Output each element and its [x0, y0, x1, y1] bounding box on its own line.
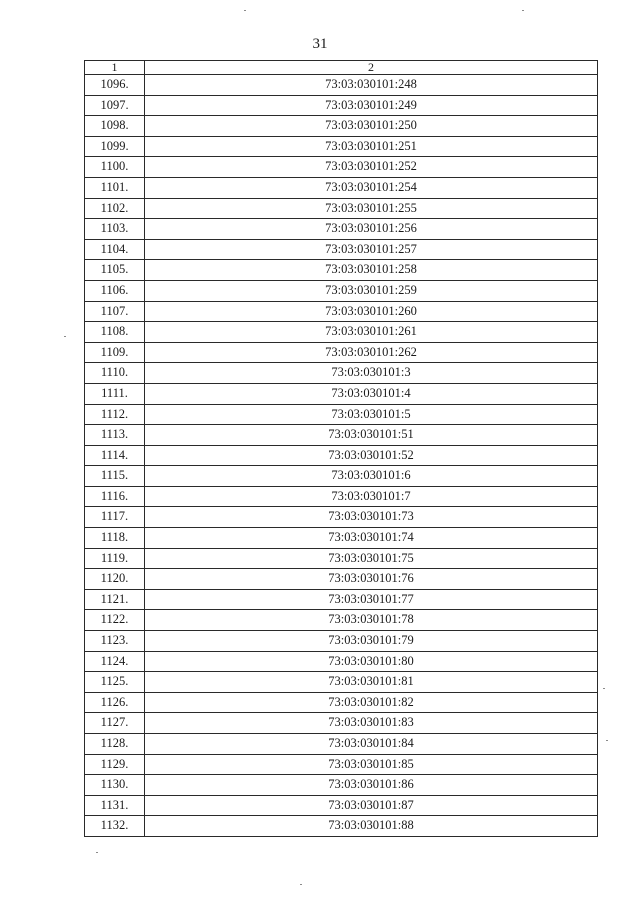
row-number-cell: 1126.	[85, 692, 145, 713]
table-row	[85, 260, 598, 281]
cadastral-number-cell: 73:03:030101:254	[145, 177, 598, 198]
row-number-cell: 1120.	[85, 569, 145, 590]
scan-speck	[603, 688, 605, 689]
table-row	[85, 548, 598, 569]
table-row	[85, 734, 598, 755]
row-number-cell: 1096.	[85, 75, 145, 96]
table-row	[85, 775, 598, 796]
scan-speck	[522, 10, 524, 11]
table-row	[85, 445, 598, 466]
cadastral-number-cell: 73:03:030101:252	[145, 157, 598, 178]
table-row	[85, 713, 598, 734]
row-number-cell: 1104.	[85, 239, 145, 260]
cadastral-number-cell: 73:03:030101:78	[145, 610, 598, 631]
cadastral-number-cell: 73:03:030101:84	[145, 734, 598, 755]
cadastral-number-cell: 73:03:030101:4	[145, 383, 598, 404]
table-body	[85, 75, 598, 837]
row-number-cell: 1116.	[85, 486, 145, 507]
row-number-cell: 1101.	[85, 177, 145, 198]
table-header-row	[85, 61, 598, 75]
table-row	[85, 383, 598, 404]
cadastral-number-cell: 73:03:030101:262	[145, 342, 598, 363]
table-row	[85, 157, 598, 178]
row-number-cell: 1098.	[85, 116, 145, 137]
cadastral-number-cell: 73:03:030101:76	[145, 569, 598, 590]
table-row	[85, 425, 598, 446]
cadastral-number-cell: 73:03:030101:73	[145, 507, 598, 528]
row-number-cell: 1110.	[85, 363, 145, 384]
cadastral-number-cell: 73:03:030101:81	[145, 672, 598, 693]
cadastral-number-cell: 73:03:030101:79	[145, 631, 598, 652]
table-row	[85, 116, 598, 137]
row-number-cell: 1107.	[85, 301, 145, 322]
row-number-cell: 1132.	[85, 816, 145, 837]
table-row	[85, 75, 598, 96]
column-header-number: 1	[85, 61, 145, 75]
row-number-cell: 1109.	[85, 342, 145, 363]
cadastral-number-cell: 73:03:030101:251	[145, 136, 598, 157]
table-row	[85, 816, 598, 837]
cadastral-number-cell: 73:03:030101:87	[145, 795, 598, 816]
parcel-table	[84, 60, 598, 837]
row-number-cell: 1117.	[85, 507, 145, 528]
cadastral-number-cell: 73:03:030101:261	[145, 322, 598, 343]
table-row	[85, 795, 598, 816]
table-row	[85, 692, 598, 713]
cadastral-number-cell: 73:03:030101:86	[145, 775, 598, 796]
row-number-cell: 1123.	[85, 631, 145, 652]
cadastral-number-cell: 73:03:030101:6	[145, 466, 598, 487]
row-number-cell: 1113.	[85, 425, 145, 446]
cadastral-number-cell: 73:03:030101:74	[145, 528, 598, 549]
table-row	[85, 404, 598, 425]
scan-speck	[606, 740, 608, 741]
table-row	[85, 507, 598, 528]
row-number-cell: 1130.	[85, 775, 145, 796]
table-row	[85, 631, 598, 652]
cadastral-number-cell: 73:03:030101:82	[145, 692, 598, 713]
cadastral-number-cell: 73:03:030101:257	[145, 239, 598, 260]
row-number-cell: 1131.	[85, 795, 145, 816]
cadastral-number-cell: 73:03:030101:85	[145, 754, 598, 775]
table-row	[85, 239, 598, 260]
cadastral-number-cell: 73:03:030101:248	[145, 75, 598, 96]
column-header-cadastral-number: 2	[145, 61, 598, 75]
cadastral-number-cell: 73:03:030101:258	[145, 260, 598, 281]
row-number-cell: 1129.	[85, 754, 145, 775]
table-row	[85, 610, 598, 631]
cadastral-number-cell: 73:03:030101:259	[145, 280, 598, 301]
cadastral-number-cell: 73:03:030101:249	[145, 95, 598, 116]
cadastral-number-cell: 73:03:030101:256	[145, 219, 598, 240]
table-row	[85, 280, 598, 301]
table-row	[85, 754, 598, 775]
cadastral-number-cell: 73:03:030101:5	[145, 404, 598, 425]
row-number-cell: 1115.	[85, 466, 145, 487]
table-row	[85, 219, 598, 240]
table-row	[85, 363, 598, 384]
cadastral-number-cell: 73:03:030101:3	[145, 363, 598, 384]
cadastral-number-cell: 73:03:030101:7	[145, 486, 598, 507]
row-number-cell: 1105.	[85, 260, 145, 281]
cadastral-number-cell: 73:03:030101:260	[145, 301, 598, 322]
cadastral-number-cell: 73:03:030101:80	[145, 651, 598, 672]
scan-speck	[64, 336, 66, 337]
row-number-cell: 1121.	[85, 589, 145, 610]
table-row	[85, 569, 598, 590]
cadastral-number-cell: 73:03:030101:255	[145, 198, 598, 219]
scan-speck	[300, 884, 302, 885]
cadastral-number-cell: 73:03:030101:77	[145, 589, 598, 610]
row-number-cell: 1125.	[85, 672, 145, 693]
cadastral-number-cell: 73:03:030101:88	[145, 816, 598, 837]
cadastral-number-cell: 73:03:030101:51	[145, 425, 598, 446]
table-row	[85, 342, 598, 363]
table-row	[85, 136, 598, 157]
row-number-cell: 1118.	[85, 528, 145, 549]
table-row	[85, 301, 598, 322]
row-number-cell: 1106.	[85, 280, 145, 301]
row-number-cell: 1112.	[85, 404, 145, 425]
row-number-cell: 1103.	[85, 219, 145, 240]
cadastral-number-cell: 73:03:030101:75	[145, 548, 598, 569]
row-number-cell: 1124.	[85, 651, 145, 672]
table-row	[85, 198, 598, 219]
table-row	[85, 672, 598, 693]
row-number-cell: 1108.	[85, 322, 145, 343]
row-number-cell: 1119.	[85, 548, 145, 569]
table-row	[85, 95, 598, 116]
row-number-cell: 1128.	[85, 734, 145, 755]
row-number-cell: 1099.	[85, 136, 145, 157]
row-number-cell: 1114.	[85, 445, 145, 466]
page-number: 31	[312, 36, 328, 52]
table-row	[85, 589, 598, 610]
cadastral-number-cell: 73:03:030101:83	[145, 713, 598, 734]
row-number-cell: 1122.	[85, 610, 145, 631]
cadastral-number-cell: 73:03:030101:250	[145, 116, 598, 137]
scan-speck	[96, 852, 98, 853]
row-number-cell: 1097.	[85, 95, 145, 116]
scan-speck	[244, 10, 246, 11]
row-number-cell: 1111.	[85, 383, 145, 404]
table-row	[85, 466, 598, 487]
cadastral-number-cell: 73:03:030101:52	[145, 445, 598, 466]
row-number-cell: 1100.	[85, 157, 145, 178]
table-row	[85, 322, 598, 343]
table-row	[85, 528, 598, 549]
table-row	[85, 651, 598, 672]
row-number-cell: 1127.	[85, 713, 145, 734]
table-row	[85, 177, 598, 198]
row-number-cell: 1102.	[85, 198, 145, 219]
table-row	[85, 486, 598, 507]
